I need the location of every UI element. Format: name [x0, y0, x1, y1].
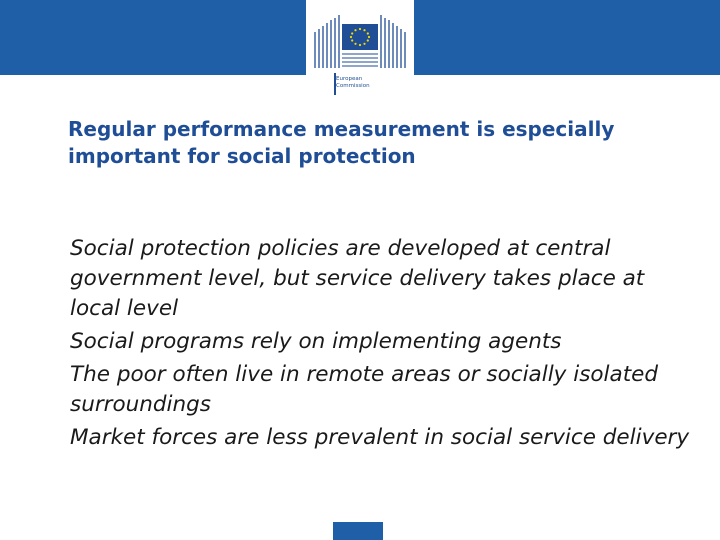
- european-commission-logo: [306, 0, 414, 100]
- bullet-list: [70, 234, 700, 456]
- logo-text: European Commission: [336, 76, 370, 89]
- bullet-item: The poor often live in remote areas or socially isolated surroundings: [70, 362, 659, 417]
- bullet-item: Social protection policies are developed at central government level, but service delivery takes place at local level: [70, 236, 645, 321]
- slide-title: Regular performance measurement is especially important for social protection: [68, 117, 615, 168]
- bullet-item: Social programs rely on implementing agents: [70, 329, 562, 354]
- footer-tab: [333, 522, 383, 540]
- building-icon: [309, 10, 411, 72]
- bullet-item: Market forces are less prevalent in social service delivery: [70, 425, 690, 450]
